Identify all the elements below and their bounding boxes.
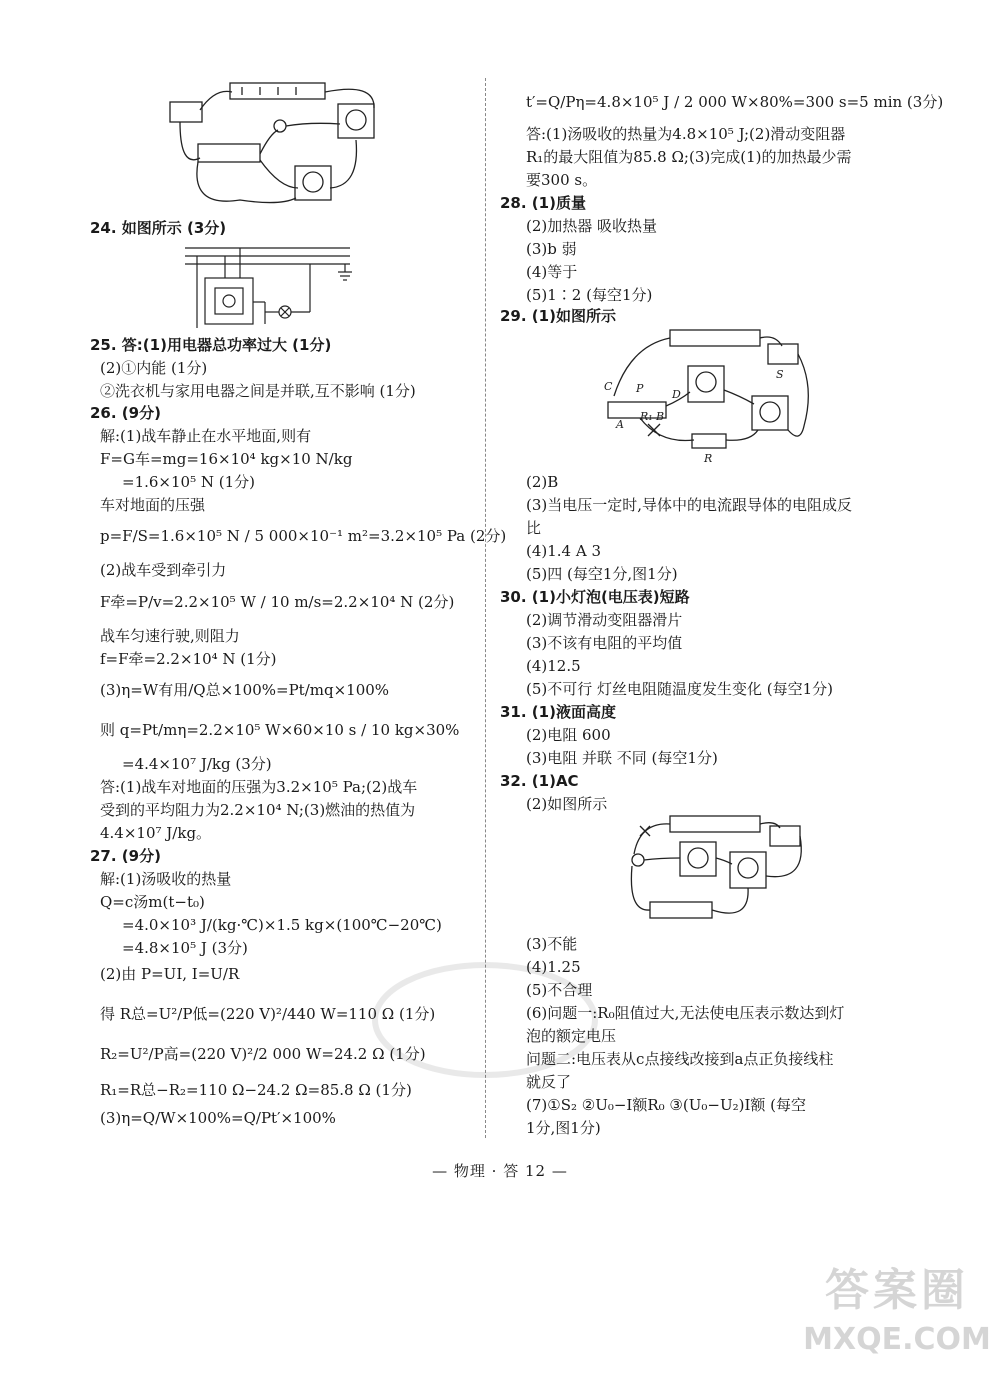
q32-sub3: (3)不能 <box>526 935 578 953</box>
q29-sub3b: 比 <box>526 519 542 537</box>
circuit-figure-top <box>160 78 390 218</box>
q29-line: 29. (1)如图所示 <box>500 307 616 325</box>
q32-line: 32. (1)AC <box>500 772 579 790</box>
q26-sol-10: (3)η=W有用/Q总×100%=Pt/mq×100% <box>100 681 390 699</box>
q26-ans-2: 受到的平均阻力为2.2×10⁴ N;(3)燃油的热值为 <box>100 801 416 819</box>
q27-sol-2: Q=c汤m(t−t₀) <box>100 893 205 911</box>
q31-sub2: (2)电阻 600 <box>526 726 611 744</box>
q32-sub6d: 就反了 <box>526 1073 572 1091</box>
q30-line: 30. (1)小灯泡(电压表)短路 <box>500 588 690 606</box>
q26-sol-8: 战车匀速行驶,则阻力 <box>100 627 240 645</box>
watermark-top: 答案圈 <box>825 1265 969 1316</box>
q28-sub4: (4)等于 <box>526 263 578 281</box>
q27-sol-8: R₁=R总−R₂=110 Ω−24.2 Ω=85.8 Ω (1分) <box>100 1081 412 1099</box>
q25-line: 25. 答:(1)用电器总功率过大 (1分) <box>90 336 332 354</box>
q28-sub3: (3)b 弱 <box>526 240 577 258</box>
q31-line: 31. (1)液面高度 <box>500 703 616 721</box>
circuit-figure-q29 <box>600 326 820 466</box>
q25-sub2b: ②洗衣机与家用电器之间是并联,互不影响 (1分) <box>100 382 416 400</box>
label-p: P <box>636 382 644 395</box>
q26-sol-4: 车对地面的压强 <box>100 496 206 514</box>
label-c: C <box>604 380 613 393</box>
q27-sol-4: =4.8×10⁵ J (3分) <box>122 939 248 957</box>
q32-sub6b: 泡的额定电压 <box>526 1027 617 1045</box>
q28-sub5: (5)1∶2 (每空1分) <box>526 286 653 304</box>
center-watermark-logo <box>365 955 605 1085</box>
label-b: B <box>656 410 665 423</box>
label-s: S <box>776 368 784 381</box>
q31-sub3: (3)电阻 并联 不同 (每空1分) <box>526 749 718 767</box>
q32-sub6: (6)问题一:R₀阻值过大,无法使电压表示数达到灯 <box>526 1004 845 1022</box>
q30-sub3: (3)不该有电阻的平均值 <box>526 634 683 652</box>
q32-sub6c: 问题二:电压表从c点接线改接到a点正负接线柱 <box>526 1050 834 1068</box>
label-r1: R₁ <box>640 410 653 423</box>
q28-sub2: (2)加热器 吸收热量 <box>526 217 658 235</box>
page-footer: — 物理 · 答 12 — <box>432 1162 568 1180</box>
q29-sub2: (2)B <box>526 473 559 491</box>
q26-ans-3: 4.4×10⁷ J/kg。 <box>100 824 212 842</box>
q27-sol-1: 解:(1)汤吸收的热量 <box>100 870 232 888</box>
q27-sol-6: 得 R总=U²/P低=(220 V)²/440 W=110 Ω (1分) <box>100 1005 436 1023</box>
q32-sub7: (7)①S₂ ②U₀−I额R₀ ③(U₀−U₂)I额 (每空 <box>526 1096 806 1114</box>
q26-line: 26. (9分) <box>90 404 161 422</box>
q30-sub4: (4)12.5 <box>526 657 581 675</box>
q26-sol-12: =4.4×10⁷ J/kg (3分) <box>122 755 272 773</box>
q27-sol-5: (2)由 P=UI, I=U/R <box>100 965 240 983</box>
site-watermark-logo <box>802 1254 992 1374</box>
q27-sol-10: t′=Q/Pη=4.8×10⁵ J / 2 000 W×80%=300 s=5 min (3分) <box>526 93 944 111</box>
q29-sub4: (4)1.4 A 3 <box>526 542 602 560</box>
q29-sub5: (5)四 (每空1分,图1分) <box>526 565 678 583</box>
label-r: R <box>704 452 713 465</box>
q28-line: 28. (1)质量 <box>500 194 586 212</box>
q32-sub7b: 1分,图1分) <box>526 1119 601 1137</box>
q26-sol-1: 解:(1)战车静止在水平地面,则有 <box>100 427 312 445</box>
q26-sol-3: =1.6×10⁵ N (1分) <box>122 473 256 491</box>
q32-sub5: (5)不合理 <box>526 981 593 999</box>
q32-sub2: (2)如图所示 <box>526 795 608 813</box>
q26-sol-6: (2)战车受到牵引力 <box>100 561 227 579</box>
q27-sol-3: =4.0×10³ J/(kg·℃)×1.5 kg×(100℃−20℃) <box>122 916 442 934</box>
wiring-figure <box>185 242 360 334</box>
q32-sub4: (4)1.25 <box>526 958 581 976</box>
label-a: A <box>616 418 624 431</box>
circuit-figure-q32 <box>620 812 810 932</box>
q26-sol-5: p=F/S=1.6×10⁵ N / 5 000×10⁻¹ m²=3.2×10⁵ Pa (2分) <box>100 527 507 545</box>
q26-sol-2: F=G车=mg=16×10⁴ kg×10 N/kg <box>100 450 353 468</box>
q24-line: 24. 如图所示 (3分) <box>90 219 227 237</box>
q26-sol-7: F牵=P/v=2.2×10⁵ W / 10 m/s=2.2×10⁴ N (2分) <box>100 593 455 611</box>
watermark-bottom: MXQE.COM <box>803 1322 991 1357</box>
q27-ans-2: R₁的最大阻值为85.8 Ω;(3)完成(1)的加热最少需 <box>526 148 852 166</box>
q27-sol-9: (3)η=Q/W×100%=Q/Pt′×100% <box>100 1109 336 1127</box>
q27-line: 27. (9分) <box>90 847 161 865</box>
q29-sub3: (3)当电压一定时,导体中的电流跟导体的电阻成反 <box>526 496 853 514</box>
q27-sol-7: R₂=U²/P高=(220 V)²/2 000 W=24.2 Ω (1分) <box>100 1045 426 1063</box>
q30-sub5: (5)不可行 灯丝电阻随温度发生变化 (每空1分) <box>526 680 834 698</box>
q26-sol-9: f=F牵=2.2×10⁴ N (1分) <box>100 650 277 668</box>
q26-ans-1: 答:(1)战车对地面的压强为3.2×10⁵ Pa;(2)战车 <box>100 778 418 796</box>
q26-sol-11: 则 q=Pt/mη=2.2×10⁵ W×60×10 s / 10 kg×30% <box>100 721 460 739</box>
q25-sub2: (2)①内能 (1分) <box>100 359 208 377</box>
q30-sub2: (2)调节滑动变阻器滑片 <box>526 611 683 629</box>
label-d: D <box>672 388 681 401</box>
q27-ans-1: 答:(1)汤吸收的热量为4.8×10⁵ J;(2)滑动变阻器 <box>526 125 846 143</box>
q27-ans-3: 要300 s。 <box>526 171 598 189</box>
